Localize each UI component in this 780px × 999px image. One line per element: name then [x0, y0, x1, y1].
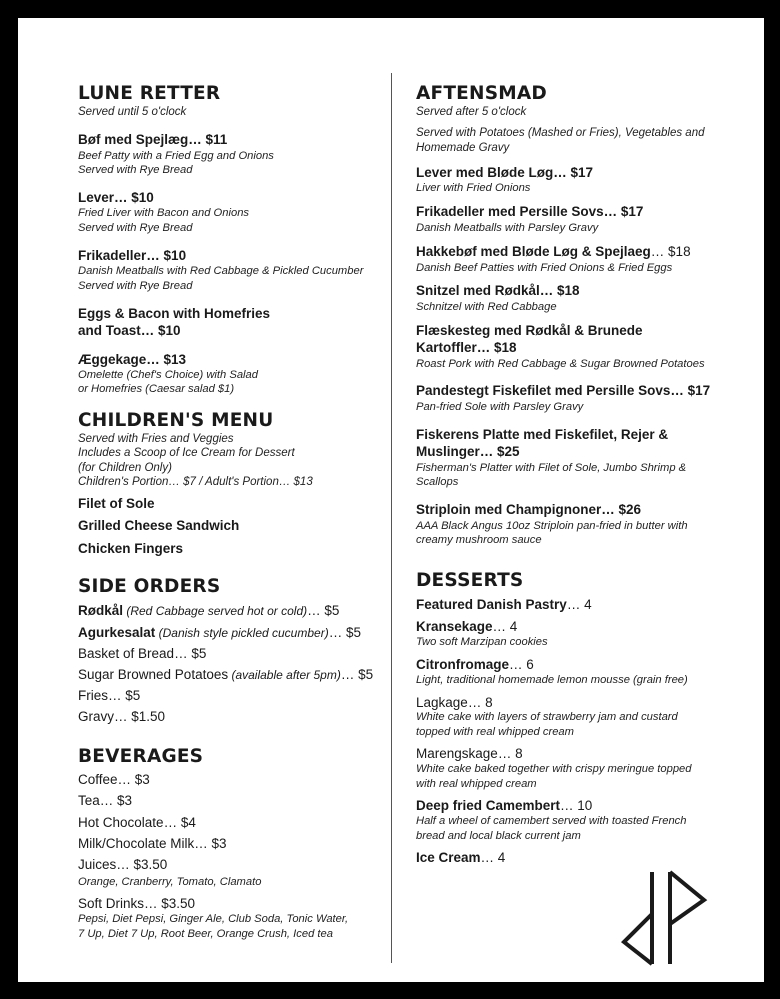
beverage-desc: Pepsi, Diet Pepsi, Ginger Ale, Club Soda, Tonic Water,	[78, 913, 349, 925]
dinner-item: Frikadeller med Persille Sovs… $17	[416, 204, 644, 219]
dessert-item: Featured Danish Pastry… 4	[416, 597, 592, 612]
lune-item: Lever… $10	[78, 190, 154, 205]
beverage-item: Hot Chocolate… $4	[78, 815, 196, 830]
dinner-desc: Scallops	[416, 476, 459, 488]
children-note: (for Children Only)	[78, 462, 172, 474]
dessert-desc: topped with real whipped cream	[416, 726, 574, 738]
side-item: Sugar Browned Potatoes (available after 5pm)… $5	[78, 667, 374, 682]
dinner-desc: AAA Black Angus 10oz Striploin pan-fried in butter with	[416, 520, 688, 532]
dinner-desc: Danish Beef Patties with Fried Onions & Fried Eggs	[416, 262, 673, 274]
desserts-title: DESSERTS	[416, 570, 524, 591]
dinner-item: Snitzel med Rødkål… $18	[416, 283, 580, 298]
dinner-desc: Schnitzel with Red Cabbage	[416, 301, 557, 313]
dinner-item: Flæskesteg med Rødkål & Brunede	[416, 323, 643, 338]
children-note: Served with Fries and Veggies	[78, 433, 234, 445]
menu-page	[18, 18, 764, 982]
dessert-desc: White cake with layers of strawberry jam and custard	[416, 711, 678, 723]
beverage-item: Juices… $3.50	[78, 857, 168, 872]
dinner-item: Lever med Bløde Løg… $17	[416, 165, 594, 180]
lune-item-desc: Danish Meatballs with Red Cabbage & Pickled Cucumber	[78, 265, 364, 277]
dinner-desc: Roast Pork with Red Cabbage & Sugar Browned Potatoes	[416, 358, 705, 370]
children-note: Children's Portion… $7 / Adult's Portion… $13	[78, 476, 313, 488]
lune-item-desc: or Homefries (Caesar salad $1)	[78, 383, 235, 395]
beverage-item: Coffee… $3	[78, 772, 150, 787]
lune-title: LUNE RETTER	[78, 83, 221, 104]
dessert-item: Lagkage… 8	[416, 695, 493, 710]
lune-note: Served until 5 o'clock	[78, 106, 187, 118]
lune-item-desc: Served with Rye Bread	[78, 280, 193, 292]
lune-item: Æggekage… $13	[78, 352, 187, 367]
dinner-item: Fiskerens Platte med Fiskefilet, Rejer &	[416, 427, 669, 442]
column-divider	[391, 73, 392, 963]
children-item: Filet of Sole	[78, 496, 155, 511]
beverage-item: Soft Drinks… $3.50	[78, 896, 196, 911]
dinner-desc: creamy mushroom sauce	[416, 534, 542, 546]
beverage-desc: Orange, Cranberry, Tomato, Clamato	[78, 876, 262, 888]
lune-item-desc: Served with Rye Bread	[78, 164, 193, 176]
children-item: Chicken Fingers	[78, 541, 184, 556]
lune-item: Bøf med Spejlæg… $11	[78, 132, 228, 147]
dessert-item: Kransekage… 4	[416, 619, 518, 634]
lune-item-desc: Omelette (Chef's Choice) with Salad	[78, 369, 258, 381]
dinner-item: Hakkebøf med Bløde Løg & Spejlaeg… $18	[416, 244, 691, 259]
dinner-desc: Danish Meatballs with Parsley Gravy	[416, 222, 599, 234]
children-item: Grilled Cheese Sandwich	[78, 518, 240, 533]
children-note: Includes a Scoop of Ice Cream for Dessert	[78, 447, 295, 459]
side-item: Fries… $5	[78, 688, 141, 703]
lune-item-desc: Served with Rye Bread	[78, 222, 193, 234]
side-item: Basket of Bread… $5	[78, 646, 207, 661]
dessert-desc: Light, traditional homemade lemon mousse (grain free)	[416, 674, 688, 686]
side-item: Agurkesalat (Danish style pickled cucumber)… $5	[78, 625, 361, 640]
dessert-desc: White cake baked together with crispy meringue topped	[416, 763, 692, 775]
lune-item: Eggs & Bacon with Homefries	[78, 306, 271, 321]
dessert-desc: with real whipped cream	[416, 778, 537, 790]
dinner-desc: Liver with Fried Onions	[416, 182, 531, 194]
side-item: Gravy… $1.50	[78, 709, 166, 724]
aftensmad-note: Served after 5 o'clock	[416, 106, 527, 118]
sides-title: SIDE ORDERS	[78, 576, 221, 597]
dessert-item: Marengskage… 8	[416, 746, 523, 761]
beverages-title: BEVERAGES	[78, 746, 204, 767]
aftensmad-note: Served with Potatoes (Mashed or Fries), Vegetables and	[416, 127, 705, 139]
aftensmad-note: Homemade Gravy	[416, 142, 510, 154]
side-item: Rødkål (Red Cabbage served hot or cold)… $5	[78, 603, 340, 618]
dessert-desc: Two soft Marzipan cookies	[416, 636, 548, 648]
children-title: CHILDREN'S MENU	[78, 410, 274, 431]
beverage-desc: 7 Up, Diet 7 Up, Root Beer, Orange Crush, Iced tea	[78, 928, 333, 940]
dessert-desc: Half a wheel of camembert served with toasted French	[416, 815, 687, 827]
lune-item-cont: and Toast… $10	[78, 323, 181, 338]
aftensmad-title: AFTENSMAD	[416, 83, 547, 104]
dinner-item: Pandestegt Fiskefilet med Persille Sovs… $17	[416, 383, 711, 398]
dinner-item-cont: Kartoffler… $18	[416, 340, 517, 355]
beverage-item: Tea… $3	[78, 793, 133, 808]
lune-item-desc: Fried Liver with Bacon and Onions	[78, 207, 250, 219]
dessert-item: Citronfromage… 6	[416, 657, 534, 672]
dinner-item: Striploin med Champignoner… $26	[416, 502, 642, 517]
dessert-item: Deep fried Camembert… 10	[416, 798, 593, 813]
beverage-item: Milk/Chocolate Milk… $3	[78, 836, 227, 851]
lune-item-desc: Beef Patty with a Fried Egg and Onions	[78, 150, 274, 162]
lune-item: Frikadeller… $10	[78, 248, 187, 263]
dinner-desc: Pan-fried Sole with Parsley Gravy	[416, 401, 584, 413]
restaurant-logo-icon	[620, 868, 716, 968]
dinner-desc: Fisherman's Platter with Filet of Sole, Jumbo Shrimp &	[416, 462, 687, 474]
dessert-item: Ice Cream… 4	[416, 850, 506, 865]
dessert-desc: bread and local black current jam	[416, 830, 581, 842]
dinner-item-cont: Muslinger… $25	[416, 444, 520, 459]
